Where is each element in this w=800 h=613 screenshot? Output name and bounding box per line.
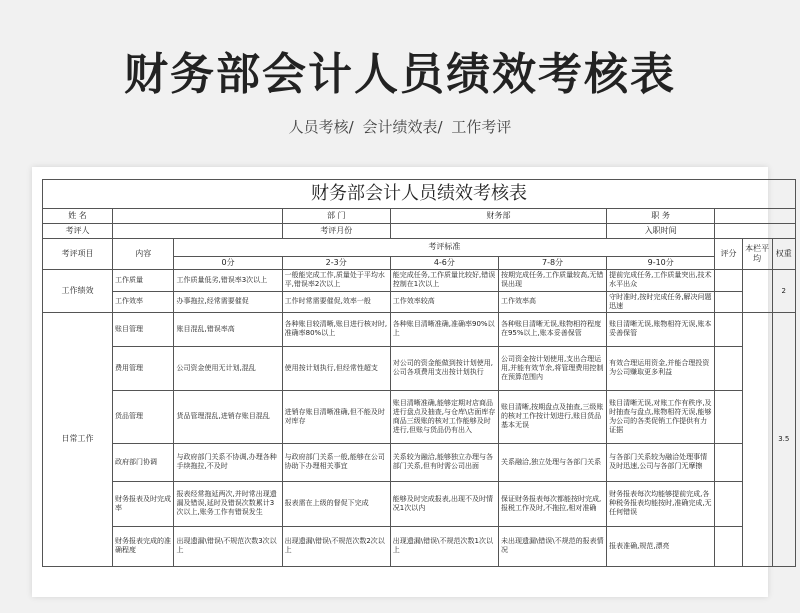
criteria-row [43, 312, 796, 346]
criteria-level-desc: 与政府部门关系不协调,办理各种手续拖拉,不及时 [174, 443, 282, 481]
level-header: 0分 [174, 257, 282, 270]
page-title: 财务部会计人员绩效考核表 [124, 49, 676, 100]
period-label: 考评月份 [282, 224, 390, 239]
level-header: 9-10分 [607, 257, 715, 270]
criteria-level-desc: 工作质量低劣,错误率3次以上 [174, 270, 282, 291]
criteria-level-desc: 进销存账目清晰准确,但不能及时对库存 [282, 390, 390, 443]
group-name: 工作绩效 [43, 270, 113, 312]
criteria-level-desc: 保证财务报表每次都能按时完成,报税工作及时,不拖拉,相对准确 [498, 481, 606, 526]
weight-value: 3.5 [772, 312, 795, 566]
name-label: 姓 名 [43, 209, 113, 224]
period-value-cell[interactable] [390, 224, 606, 239]
section-average-cell[interactable] [742, 312, 772, 566]
level-header: 4-6分 [390, 257, 498, 270]
criteria-level-desc: 账目清晰准确,能够定期对店商品进行盘点及抽查,与仓库\店面库存商品三级账的核对工作能够及时进行,但账与货品仍有出入 [390, 390, 498, 443]
criteria-level-desc: 各种账目清晰无误,账物相符程度在95%以上,账本妥善保管 [498, 312, 606, 346]
criteria-level-desc: 货品管理混乱,进销存账目混乱 [174, 390, 282, 443]
weight-header: 权重 [772, 239, 795, 270]
standard-header: 考评标准 [174, 239, 715, 257]
hire-date-value-cell[interactable] [715, 224, 796, 239]
criteria-level-desc: 能完成任务,工作质量比较好,错误控制在1次以上 [390, 270, 498, 291]
section-average-cell[interactable] [742, 270, 772, 312]
weight-value: 2 [772, 270, 795, 312]
dept-value[interactable]: 财务部 [390, 209, 606, 224]
item-header: 考评项目 [43, 239, 113, 270]
criteria-level-desc: 账目清晰,按期盘点及抽查,三级账的核对工作按计划进行,账目货品基本无误 [498, 390, 606, 443]
breadcrumb [0, 116, 800, 137]
position-value-cell[interactable] [715, 209, 796, 224]
name-value-cell[interactable] [112, 209, 282, 224]
score-cell[interactable] [715, 481, 743, 526]
level-header: 2-3分 [282, 257, 390, 270]
criteria-level-desc: 报表准确,规范,漂亮 [607, 526, 715, 566]
score-cell[interactable] [715, 346, 743, 390]
reviewer-label: 考评人 [43, 224, 113, 239]
score-cell[interactable] [715, 291, 743, 312]
score-cell[interactable] [715, 390, 743, 443]
sheet-preview-card [32, 167, 792, 597]
score-cell[interactable] [715, 443, 743, 481]
dept-label: 部 门 [282, 209, 390, 224]
criteria-row [43, 270, 796, 291]
criteria-level-desc: 报表经常拖延两次,并时常出现遗漏及错误,延时及错误次数累计3次以上,账务工作有错误发生 [174, 481, 282, 526]
criteria-level-desc: 财务报表每次均能够提前完成,各种税务报表均能按时,准确完成,无任何错误 [607, 481, 715, 526]
content-header: 内容 [112, 239, 174, 270]
breadcrumb-item[interactable]: 会计绩效表/ [362, 118, 443, 136]
criteria-level-desc: 对公司的资金能做到按计划使用,公司各项费用支出按计划执行 [390, 346, 498, 390]
criteria-row [43, 443, 796, 481]
avg-header: 本栏平均 [742, 239, 772, 270]
score-cell[interactable] [715, 312, 743, 346]
group-name: 日常工作 [43, 312, 113, 566]
criteria-level-desc: 关系较为融洽,能够独立办理与各部门关系,但有时需公司出面 [390, 443, 498, 481]
criteria-level-desc: 账目清晰无误,对账工作有秩序,及时抽查与盘点,账物相符无误,能够为公司的各类促销工作提供有力证据 [607, 390, 715, 443]
criteria-row [43, 390, 796, 443]
sheet-title: 财务部会计人员绩效考核表 [43, 180, 796, 209]
criteria-content: 工作效率 [112, 291, 174, 312]
criteria-content: 货品管理 [112, 390, 174, 443]
hire-date-label: 入职时间 [607, 224, 715, 239]
criteria-level-desc: 与政府部门关系一般,能够在公司协助下办理相关事宜 [282, 443, 390, 481]
criteria-content: 工作质量 [112, 270, 174, 291]
criteria-content: 财务报表完成的准确程度 [112, 526, 174, 566]
breadcrumb-item[interactable]: 人员考核/ [288, 118, 354, 136]
score-cell[interactable] [715, 270, 743, 291]
breadcrumb-item[interactable]: 工作考评 [451, 118, 512, 136]
appraisal-table [42, 179, 796, 567]
criteria-level-desc: 提前完成任务,工作质量突出,技术水平出众 [607, 270, 715, 291]
criteria-level-desc: 各种账目较清晰,账目进行核对时,准确率80%以上 [282, 312, 390, 346]
criteria-level-desc: 工作效率高 [498, 291, 606, 312]
criteria-row [43, 346, 796, 390]
criteria-content: 账目管理 [112, 312, 174, 346]
score-header: 评分 [715, 239, 743, 270]
criteria-level-desc: 一般能完成工作,质量处于平均水平,错误率2次以上 [282, 270, 390, 291]
reviewer-value-cell[interactable] [112, 224, 282, 239]
criteria-level-desc: 办事拖拉,经常需要催促 [174, 291, 282, 312]
criteria-level-desc: 使用按计划执行,但经常性超支 [282, 346, 390, 390]
position-label: 职 务 [607, 209, 715, 224]
criteria-row [43, 481, 796, 526]
criteria-content: 政府部门协调 [112, 443, 174, 481]
level-header: 7-8分 [498, 257, 606, 270]
criteria-row [43, 291, 796, 312]
criteria-level-desc: 守时准时,按时完成任务,解决问题迅速 [607, 291, 715, 312]
score-cell[interactable] [715, 526, 743, 566]
criteria-row [43, 526, 796, 566]
criteria-level-desc: 出现遗漏\错误\不规范次数2次以上 [282, 526, 390, 566]
criteria-level-desc: 按期完成任务,工作质量较高,无错误出现 [498, 270, 606, 291]
criteria-level-desc: 公司资金按计划使用,支出合理运用,并能有效节余,将管理费用控制在预算范围内 [498, 346, 606, 390]
criteria-level-desc: 未出现遗漏\错误\不规范的报表情况 [498, 526, 606, 566]
criteria-content: 费用管理 [112, 346, 174, 390]
criteria-level-desc: 账目混乱,错误率高 [174, 312, 282, 346]
criteria-level-desc: 工作效率较高 [390, 291, 498, 312]
criteria-level-desc: 有效合理运用资金,并能合理投资为公司赚取更多利益 [607, 346, 715, 390]
criteria-level-desc: 报表需在上级的督促下完成 [282, 481, 390, 526]
criteria-level-desc: 账目清晰无误,账物相符无误,账本妥善保管 [607, 312, 715, 346]
criteria-level-desc: 关系融洽,独立处理与各部门关系 [498, 443, 606, 481]
criteria-level-desc: 各种账目清晰准确,准确率90%以上 [390, 312, 498, 346]
criteria-content: 财务报表及时完成率 [112, 481, 174, 526]
criteria-level-desc: 工作时常需要催促,效率一般 [282, 291, 390, 312]
criteria-level-desc: 能够及时完成报表,出现不及时情况1次以内 [390, 481, 498, 526]
criteria-level-desc: 出现遗漏\错误\不规范次数3次以上 [174, 526, 282, 566]
criteria-level-desc: 出现遗漏\错误\不规范次数1次以上 [390, 526, 498, 566]
criteria-level-desc: 公司资金使用无计划,混乱 [174, 346, 282, 390]
criteria-level-desc: 与各部门关系较为融洽处理事情及时迅速,公司与各部门无摩擦 [607, 443, 715, 481]
